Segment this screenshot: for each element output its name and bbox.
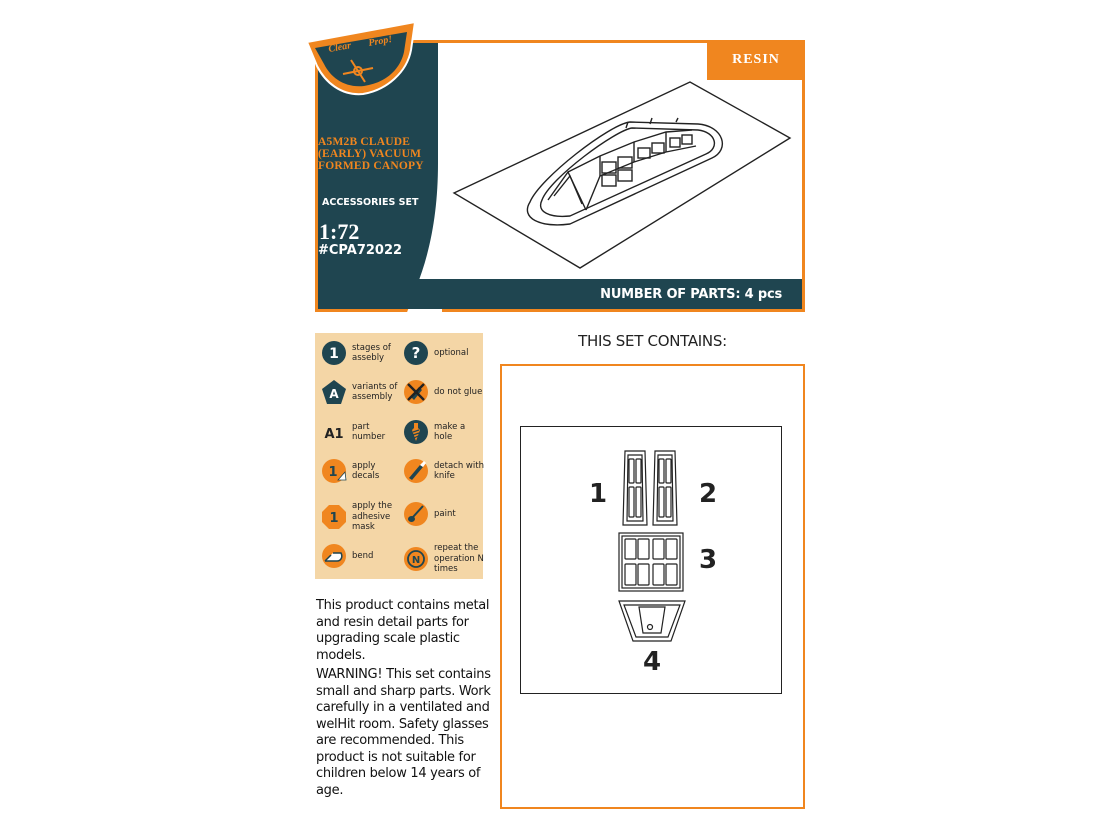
svg-text:N: N <box>411 554 421 566</box>
svg-text:1: 1 <box>329 346 339 362</box>
part-number-4: 4 <box>643 647 662 677</box>
product-description <box>316 598 492 802</box>
scale-label: 1:72 <box>319 219 360 244</box>
question-icon <box>403 340 429 366</box>
legend-item <box>321 501 404 533</box>
mask-icon <box>321 504 347 530</box>
repeat-icon <box>403 546 429 572</box>
parts-sheet <box>520 426 782 694</box>
svg-text:1: 1 <box>329 510 339 526</box>
legend-label: optional <box>434 347 469 358</box>
material-tag: RESIN <box>707 40 805 80</box>
drill-icon <box>403 419 429 445</box>
legend-label: paint <box>434 508 456 519</box>
legend-item <box>403 458 486 484</box>
part-number-2: 2 <box>699 479 718 509</box>
canopy-part-4 <box>619 601 685 641</box>
legend-item <box>321 543 404 569</box>
no-glue-icon <box>403 379 429 405</box>
legend-label: make a hole <box>434 421 466 442</box>
legend-item <box>403 419 486 445</box>
warning-text: WARNING! This set contains small and sharp parts. Work carefully in a ventilated and welHit room. Safety glasses are recommended. This product is not suitable for children below 14 years of age. <box>316 667 491 798</box>
part-number-icon <box>321 419 347 445</box>
stage-number-icon <box>321 340 347 366</box>
legend-item <box>321 419 404 445</box>
parts-count-text: NUMBER OF PARTS: 4 pcs <box>600 287 782 302</box>
parts-count-bar <box>318 279 802 309</box>
legend-label: part number <box>352 421 386 442</box>
legend-label: stages of assebly <box>352 342 391 363</box>
decal-icon <box>321 458 347 484</box>
legend-label: repeat the operation N times <box>434 543 484 574</box>
legend-label: variants of assembly <box>352 381 398 402</box>
bend-icon <box>321 543 347 569</box>
knife-icon <box>403 458 429 484</box>
legend-label: apply the adhesive mask <box>352 501 393 532</box>
pentagon-variant-icon <box>321 379 347 405</box>
legend-item <box>403 379 486 405</box>
contents-title: THIS SET CONTAINS: <box>578 332 727 350</box>
svg-text:A: A <box>329 387 339 401</box>
legend-label: apply decals <box>352 460 380 481</box>
canopy-part-3 <box>619 533 683 591</box>
clearprop-logo <box>303 20 419 98</box>
part-number-1: 1 <box>589 479 608 509</box>
legend-label: bend <box>352 550 374 561</box>
paint-brush-icon <box>403 501 429 527</box>
part-number-3: 3 <box>699 545 718 575</box>
legend-label: do not glue <box>434 386 483 397</box>
legend-item <box>403 340 486 366</box>
set-type-label: ACCESSORIES SET <box>322 197 419 208</box>
svg-text:Clear: Clear <box>327 40 352 55</box>
legend-item <box>321 379 404 405</box>
canopy-part-2 <box>653 451 677 525</box>
legend-item <box>321 458 404 484</box>
canopy-illustration <box>450 78 795 273</box>
svg-text:1: 1 <box>328 465 338 480</box>
canopy-part-1 <box>623 451 647 525</box>
svg-text:?: ? <box>411 344 421 362</box>
svg-text:A1: A1 <box>324 427 344 442</box>
product-title: A5M2B CLAUDE (EARLY) VACUUM FORMED CANOPY <box>318 136 424 172</box>
legend-item <box>403 543 486 575</box>
catalog-number: #CPA72022 <box>318 243 403 258</box>
legend-item <box>403 501 486 527</box>
legend-label: detach with knife <box>434 460 484 481</box>
legend-item <box>321 340 404 366</box>
svg-text:Prop!: Prop! <box>367 33 394 49</box>
intro-text: This product contains metal and resin detail parts for upgrading scale plastic models. <box>316 598 490 663</box>
symbol-legend <box>315 333 483 579</box>
